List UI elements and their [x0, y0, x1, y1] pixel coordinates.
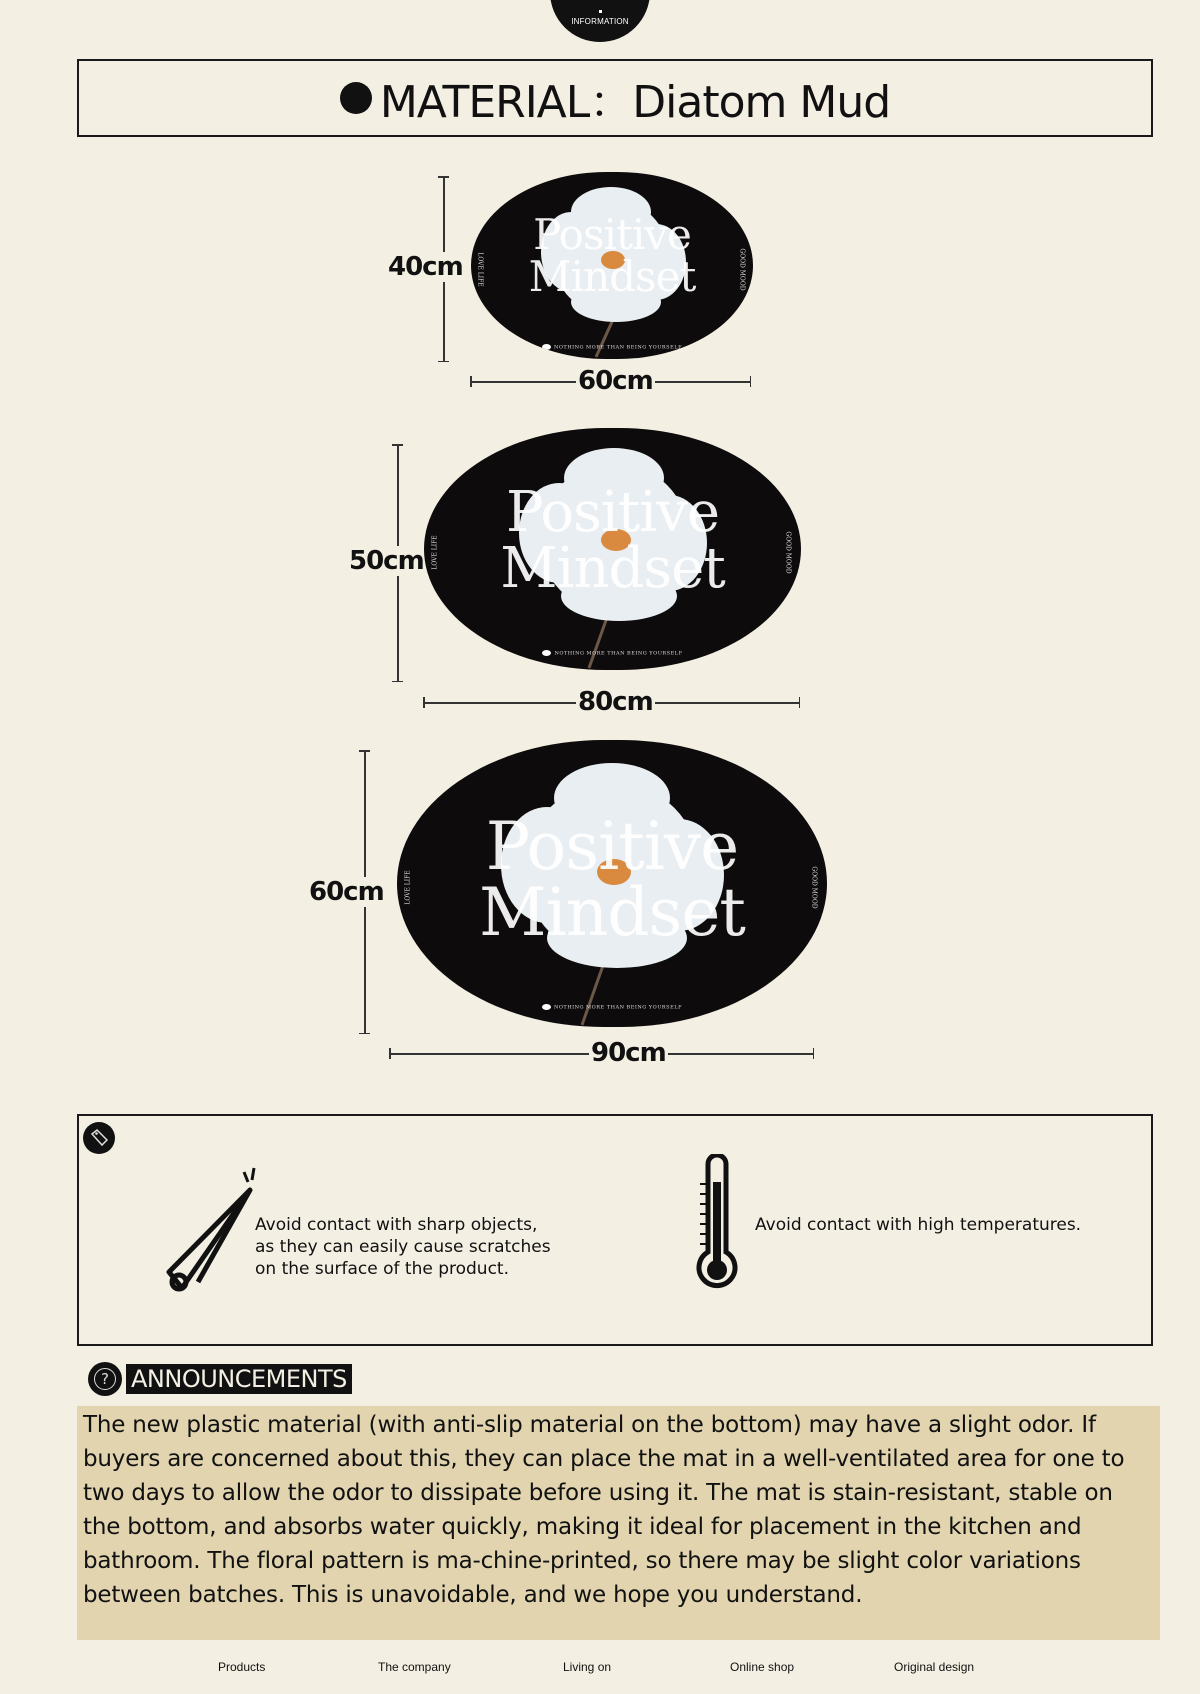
material-title: MATERIAL：Diatom Mud [379, 77, 891, 128]
mat-text-line-2: Mindset [479, 874, 745, 951]
width-label: 60cm [578, 366, 653, 396]
announcements-header [88, 1362, 352, 1396]
footer-link-products[interactable]: Products [218, 1660, 266, 1674]
announcements-body: The new plastic material (with anti-slip material on the bottom) may have a slight odor. If buyers are concerned about this, they can place the mat in a well-ventilated area for one to two days to allow the odor to dissipate before using it. The mat is stain-resistant, stable on the bottom, and absorbs water quickly, making it ideal for placement in the kitchen and bathroom. The floral pattern is ma-chine-printed, so there may be slight color variations between batches. This is unavoidable, and we hope you understand. [77, 1406, 1160, 1640]
sharp-object-warning [255, 1214, 551, 1280]
logo-dot-icon [542, 1004, 551, 1010]
tag-icon [83, 1122, 115, 1154]
question-icon: ? [88, 1362, 122, 1396]
mat-footer-text: NOTHING MORE THAN BEING YOURSELF [554, 650, 683, 657]
mat-side-right: GOOD MOOD [810, 865, 818, 909]
mat-side-left: LOVE LIFE [476, 251, 484, 287]
width-label: 80cm [578, 687, 653, 717]
logo-dot-icon [542, 650, 551, 656]
footer-link-original-design[interactable]: Original design [894, 1660, 975, 1674]
mat-side-left: LOVE LIFE [431, 535, 439, 570]
mat-text-line-2: Mindset [528, 252, 696, 301]
mat-text-line-1: Positive [533, 210, 691, 259]
mat-image [471, 172, 753, 359]
mat-footer-text: NOTHING MORE THAN BEING YOURSELF [553, 1004, 683, 1011]
badge-dot [599, 10, 602, 13]
mat-image [424, 428, 801, 670]
mat-text-line-2: Mindset [500, 536, 725, 601]
height-label: 60cm [309, 877, 384, 907]
mat-footer [424, 650, 801, 657]
sharp-warning-line-2: as they can easily cause scratches [255, 1237, 551, 1257]
mat-side-right: GOOD MOOD [784, 531, 792, 574]
footer-link-company[interactable]: The company [378, 1660, 451, 1674]
sharp-object-icon [164, 1154, 264, 1294]
width-label: 90cm [591, 1038, 666, 1068]
mat-footer [471, 344, 753, 351]
information-badge [550, 0, 650, 42]
mat-text-line-1: Positive [506, 480, 719, 545]
thermometer-icon [692, 1154, 742, 1294]
mat-side-right: GOOD MOOD [738, 247, 746, 291]
footer-nav [0, 1660, 1200, 1680]
bullet-icon [340, 82, 372, 114]
care-instructions-box [77, 1114, 1153, 1346]
mat-text-line-1: Positive [485, 808, 739, 885]
mat-footer-text: NOTHING MORE THAN BEING YOURSELF [553, 344, 683, 351]
logo-dot-icon [542, 344, 551, 350]
height-label: 50cm [349, 546, 424, 576]
badge-label: INFORMATION [571, 17, 629, 26]
sharp-warning-line-1: Avoid contact with sharp objects, [255, 1215, 538, 1235]
announcements-title: ANNOUNCEMENTS [126, 1364, 352, 1394]
heat-warning: Avoid contact with high temperatures. [755, 1215, 1082, 1235]
material-title-box [77, 59, 1153, 137]
mat-side-left: LOVE LIFE [404, 869, 412, 905]
height-label: 40cm [388, 252, 463, 282]
footer-link-living-on[interactable]: Living on [563, 1660, 612, 1674]
sharp-warning-line-3: on the surface of the product. [255, 1259, 509, 1279]
footer-link-online-shop[interactable]: Online shop [730, 1660, 795, 1674]
mat-image [397, 740, 827, 1027]
mat-footer [397, 1004, 827, 1011]
